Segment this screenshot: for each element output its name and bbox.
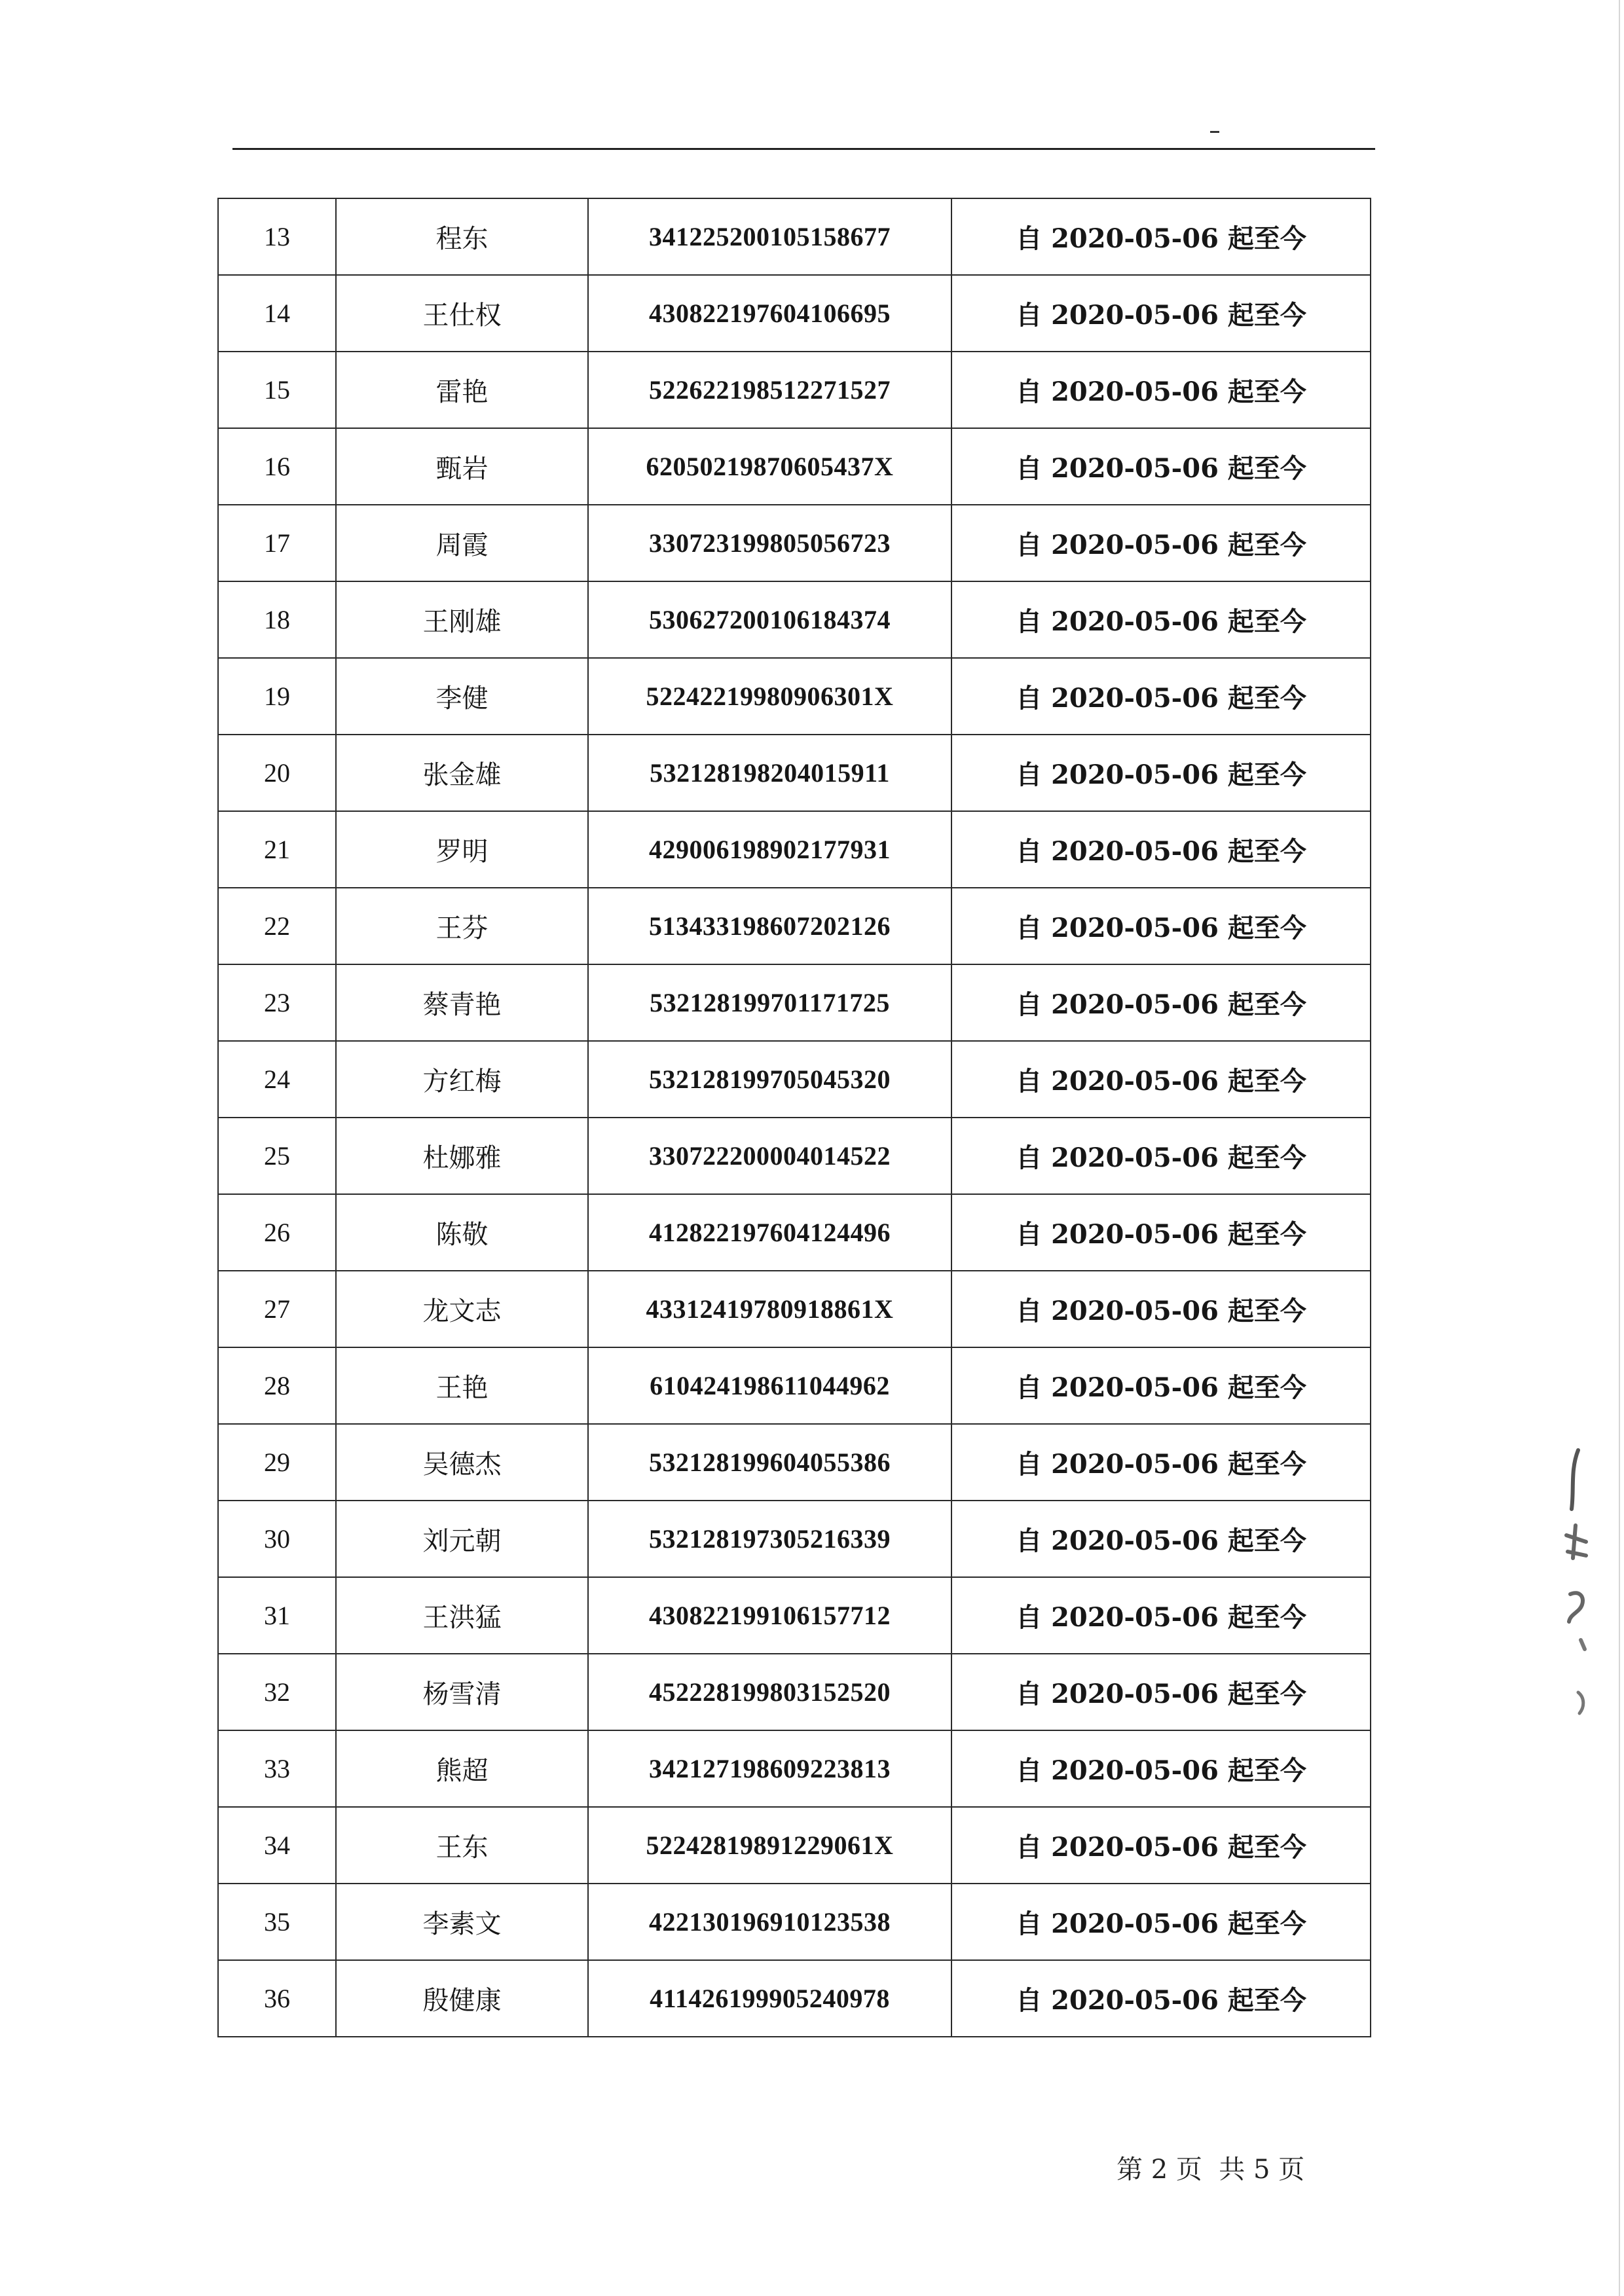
id-number-cell: 532128199701171725 <box>588 964 951 1041</box>
id-number-cell: 610424198611044962 <box>588 1347 951 1424</box>
period-cell: 自 2020-05-06 起至今 <box>951 888 1371 964</box>
id-number-cell: 429006198902177931 <box>588 811 951 888</box>
period-cell: 自 2020-05-06 起至今 <box>951 505 1371 581</box>
id-number-cell: 522622198512271527 <box>588 352 951 428</box>
table-row <box>218 1730 1371 1807</box>
row-number-cell: 35 <box>218 1884 336 1960</box>
name-cell: 杜娜雅 <box>336 1118 588 1194</box>
id-number-cell: 452228199803152520 <box>588 1654 951 1730</box>
row-number-cell: 16 <box>218 428 336 505</box>
name-cell: 李健 <box>336 658 588 735</box>
id-number-cell: 430822199106157712 <box>588 1577 951 1654</box>
table-row <box>218 1884 1371 1960</box>
period-cell: 自 2020-05-06 起至今 <box>951 428 1371 505</box>
name-cell: 程东 <box>336 198 588 275</box>
period-cell: 自 2020-05-06 起至今 <box>951 964 1371 1041</box>
name-cell: 王刚雄 <box>336 581 588 658</box>
id-number-cell: 341225200105158677 <box>588 198 951 275</box>
row-number-cell: 21 <box>218 811 336 888</box>
table-row <box>218 1041 1371 1118</box>
roster-table <box>217 198 1371 2037</box>
row-number-cell: 20 <box>218 735 336 811</box>
table-row <box>218 1118 1371 1194</box>
roster-table-body <box>218 198 1371 2037</box>
table-row <box>218 964 1371 1041</box>
name-cell: 王仕权 <box>336 275 588 352</box>
name-cell: 雷艳 <box>336 352 588 428</box>
period-cell: 自 2020-05-06 起至今 <box>951 275 1371 352</box>
header-dash <box>1210 131 1219 133</box>
roster-table-container <box>217 198 1370 2037</box>
name-cell: 龙文志 <box>336 1271 588 1347</box>
row-number-cell: 33 <box>218 1730 336 1807</box>
period-cell: 自 2020-05-06 起至今 <box>951 1577 1371 1654</box>
period-cell: 自 2020-05-06 起至今 <box>951 811 1371 888</box>
name-cell: 张金雄 <box>336 735 588 811</box>
row-number-cell: 34 <box>218 1807 336 1884</box>
row-number-cell: 14 <box>218 275 336 352</box>
row-number-cell: 15 <box>218 352 336 428</box>
period-cell: 自 2020-05-06 起至今 <box>951 1501 1371 1577</box>
id-number-cell: 532128199604055386 <box>588 1424 951 1501</box>
name-cell: 刘元朝 <box>336 1501 588 1577</box>
id-number-cell: 43312419780918861X <box>588 1271 951 1347</box>
id-number-cell: 532128197305216339 <box>588 1501 951 1577</box>
id-number-cell: 532128198204015911 <box>588 735 951 811</box>
name-cell: 王东 <box>336 1807 588 1884</box>
name-cell: 吴德杰 <box>336 1424 588 1501</box>
row-number-cell: 17 <box>218 505 336 581</box>
id-number-cell: 330723199805056723 <box>588 505 951 581</box>
table-row <box>218 428 1371 505</box>
name-cell: 甄岩 <box>336 428 588 505</box>
period-cell: 自 2020-05-06 起至今 <box>951 198 1371 275</box>
id-number-cell: 342127198609223813 <box>588 1730 951 1807</box>
id-number-cell: 513433198607202126 <box>588 888 951 964</box>
table-row <box>218 1654 1371 1730</box>
row-number-cell: 29 <box>218 1424 336 1501</box>
row-number-cell: 26 <box>218 1194 336 1271</box>
table-row <box>218 658 1371 735</box>
period-cell: 自 2020-05-06 起至今 <box>951 1730 1371 1807</box>
table-row <box>218 352 1371 428</box>
row-number-cell: 31 <box>218 1577 336 1654</box>
period-cell: 自 2020-05-06 起至今 <box>951 1347 1371 1424</box>
id-number-cell: 412822197604124496 <box>588 1194 951 1271</box>
name-cell: 王芬 <box>336 888 588 964</box>
name-cell: 王洪猛 <box>336 1577 588 1654</box>
row-number-cell: 32 <box>218 1654 336 1730</box>
period-cell: 自 2020-05-06 起至今 <box>951 1884 1371 1960</box>
page-number: 第 2 页 共 5 页 <box>1116 2155 1305 2185</box>
id-number-cell: 422130196910123538 <box>588 1884 951 1960</box>
id-number-cell: 411426199905240978 <box>588 1960 951 2037</box>
row-number-cell: 28 <box>218 1347 336 1424</box>
row-number-cell: 27 <box>218 1271 336 1347</box>
period-cell: 自 2020-05-06 起至今 <box>951 1807 1371 1884</box>
row-number-cell: 24 <box>218 1041 336 1118</box>
table-row <box>218 1501 1371 1577</box>
table-row <box>218 505 1371 581</box>
table-row <box>218 275 1371 352</box>
period-cell: 自 2020-05-06 起至今 <box>951 1271 1371 1347</box>
table-row <box>218 1347 1371 1424</box>
period-cell: 自 2020-05-06 起至今 <box>951 1118 1371 1194</box>
table-row <box>218 1271 1371 1347</box>
table-row <box>218 1807 1371 1884</box>
period-cell: 自 2020-05-06 起至今 <box>951 1194 1371 1271</box>
table-row <box>218 1424 1371 1501</box>
table-row <box>218 735 1371 811</box>
table-row <box>218 581 1371 658</box>
row-number-cell: 23 <box>218 964 336 1041</box>
table-row <box>218 1194 1371 1271</box>
table-row <box>218 1960 1371 2037</box>
header-rule <box>232 148 1375 150</box>
row-number-cell: 13 <box>218 198 336 275</box>
table-row <box>218 888 1371 964</box>
period-cell: 自 2020-05-06 起至今 <box>951 581 1371 658</box>
period-cell: 自 2020-05-06 起至今 <box>951 735 1371 811</box>
period-cell: 自 2020-05-06 起至今 <box>951 1424 1371 1501</box>
id-number-cell: 430822197604106695 <box>588 275 951 352</box>
row-number-cell: 25 <box>218 1118 336 1194</box>
row-number-cell: 19 <box>218 658 336 735</box>
margin-stamp-mark <box>1552 1444 1604 1725</box>
period-cell: 自 2020-05-06 起至今 <box>951 1654 1371 1730</box>
period-cell: 自 2020-05-06 起至今 <box>951 1041 1371 1118</box>
name-cell: 周霞 <box>336 505 588 581</box>
name-cell: 蔡青艳 <box>336 964 588 1041</box>
name-cell: 罗明 <box>336 811 588 888</box>
name-cell: 陈敬 <box>336 1194 588 1271</box>
row-number-cell: 30 <box>218 1501 336 1577</box>
period-cell: 自 2020-05-06 起至今 <box>951 352 1371 428</box>
row-number-cell: 18 <box>218 581 336 658</box>
table-row <box>218 811 1371 888</box>
name-cell: 李素文 <box>336 1884 588 1960</box>
id-number-cell: 330722200004014522 <box>588 1118 951 1194</box>
period-cell: 自 2020-05-06 起至今 <box>951 658 1371 735</box>
id-number-cell: 532128199705045320 <box>588 1041 951 1118</box>
period-cell: 自 2020-05-06 起至今 <box>951 1960 1371 2037</box>
name-cell: 熊超 <box>336 1730 588 1807</box>
scan-edge-shadow <box>1619 0 1620 2296</box>
row-number-cell: 36 <box>218 1960 336 2037</box>
name-cell: 杨雪清 <box>336 1654 588 1730</box>
id-number-cell: 52242219980906301X <box>588 658 951 735</box>
table-row <box>218 1577 1371 1654</box>
name-cell: 王艳 <box>336 1347 588 1424</box>
table-row <box>218 198 1371 275</box>
name-cell: 方红梅 <box>336 1041 588 1118</box>
name-cell: 殷健康 <box>336 1960 588 2037</box>
row-number-cell: 22 <box>218 888 336 964</box>
id-number-cell: 530627200106184374 <box>588 581 951 658</box>
id-number-cell: 62050219870605437X <box>588 428 951 505</box>
id-number-cell: 52242819891229061X <box>588 1807 951 1884</box>
